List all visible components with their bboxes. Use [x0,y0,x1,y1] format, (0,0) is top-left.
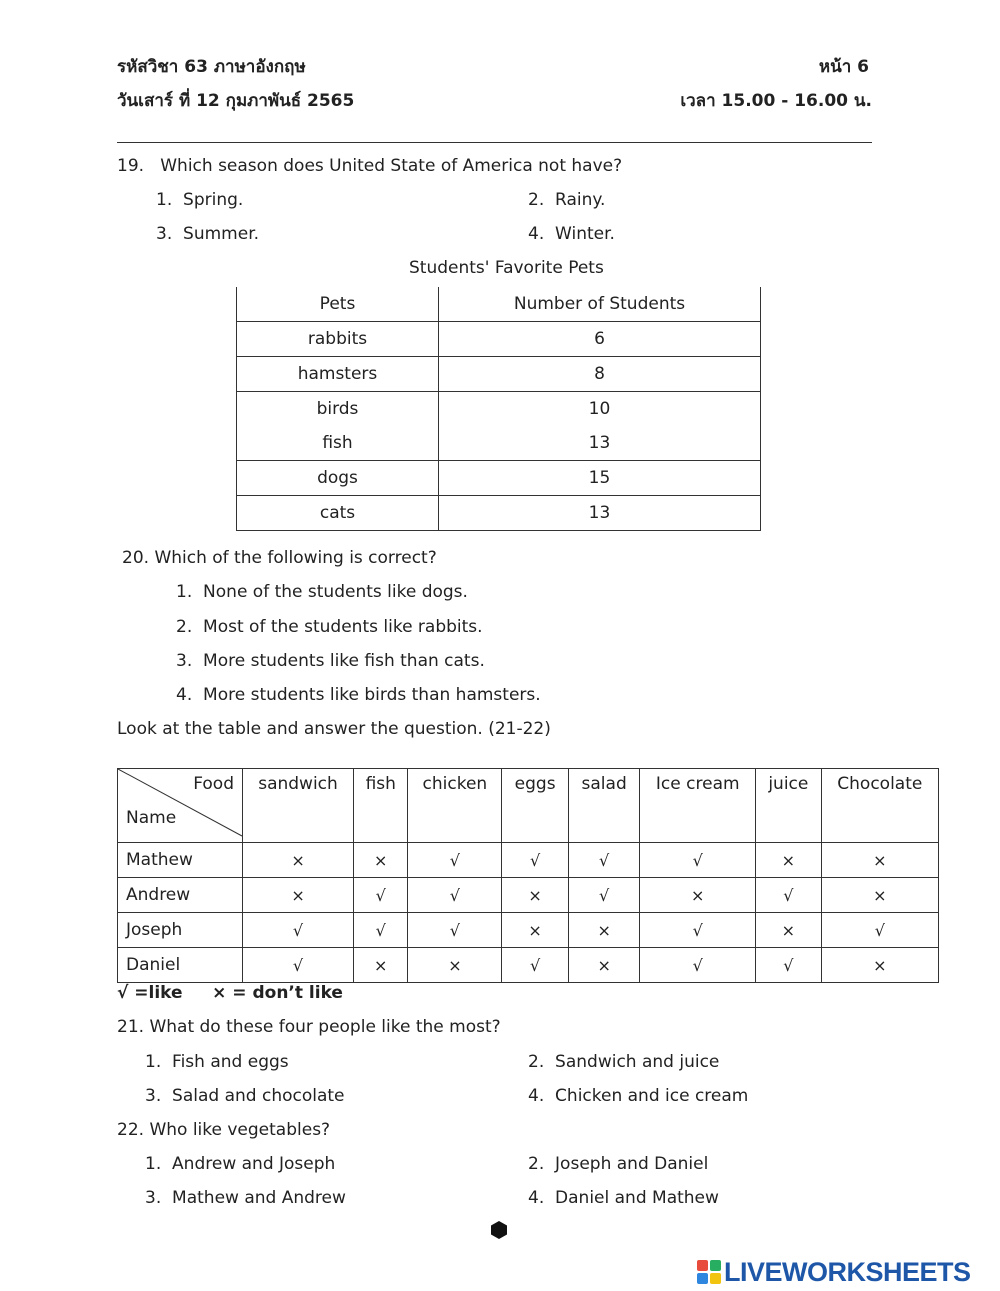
q20-option-3[interactable] [176,651,485,671]
hexagon-icon [489,1220,509,1240]
option-text: Summer. [183,224,260,244]
food-header: salad [568,769,640,843]
option-text: Spring. [183,190,244,210]
option-number: 2. [528,1052,545,1072]
logo-block [710,1260,721,1271]
exam-time: เวลา 15.00 - 16.00 น. [680,91,872,111]
pet-count: 15 [439,461,761,496]
logo-block [697,1273,708,1284]
table-row [237,426,761,461]
mark-cell: × [821,843,938,878]
pet-count: 10 [439,392,761,427]
header-number: Number of Students [439,287,761,322]
logo-blocks-icon [697,1260,721,1284]
pet-count: 6 [439,322,761,357]
option-text: More students like birds than hamsters. [203,685,541,705]
mark-cell: × [568,948,640,983]
table-row [237,461,761,496]
q21-option-3[interactable] [145,1086,345,1106]
mark-cell: × [568,913,640,948]
option-number: 1. [145,1052,162,1072]
q21-option-2[interactable] [528,1052,719,1072]
person-name: Andrew [118,878,243,913]
table-header-row [237,287,761,322]
pet-count: 13 [439,426,761,461]
q19-option-4[interactable] [528,224,615,244]
mark-cell: √ [502,948,569,983]
q20-option-2[interactable] [176,617,483,637]
mark-cell: √ [354,913,408,948]
mark-cell: × [821,878,938,913]
mark-cell: √ [502,843,569,878]
mark-cell: √ [354,878,408,913]
mark-cell: √ [408,843,502,878]
mark-cell: √ [640,913,756,948]
option-number: 1. [145,1154,162,1174]
table-row [237,496,761,531]
mark-cell: √ [408,878,502,913]
food-header: juice [756,769,822,843]
q19-option-2[interactable] [528,190,605,210]
food-header: chicken [408,769,502,843]
logo-text: LIVEWORKSHEETS [724,1256,971,1287]
option-number: 3. [176,651,193,671]
table-row [118,843,939,878]
q22-option-2[interactable] [528,1154,708,1174]
table-row [237,392,761,427]
mark-cell: √ [756,878,822,913]
mark-cell: √ [640,948,756,983]
option-number: 1. [176,582,193,602]
mark-cell: × [354,843,408,878]
option-number: 4. [176,685,193,705]
table-row [237,322,761,357]
q20-question: 20. Which of the following is correct? [122,548,437,568]
q21-option-4[interactable] [528,1086,748,1106]
pets-table-title: Students' Favorite Pets [409,258,604,278]
legend-dislike: × = don’t like [212,983,343,1003]
q19-option-1[interactable] [156,190,243,210]
table-instruction: Look at the table and answer the question. (21-22) [117,719,551,739]
mark-cell: × [502,878,569,913]
food-header: fish [354,769,408,843]
q22-option-1[interactable] [145,1154,335,1174]
q20-option-4[interactable] [176,685,541,705]
option-number: 3. [145,1086,162,1106]
pet-name: cats [237,496,439,531]
option-text: Andrew and Joseph [172,1154,336,1174]
corner-food-label: Food [193,774,234,794]
food-header: sandwich [243,769,354,843]
mark-cell: √ [640,843,756,878]
header-divider [117,142,872,143]
exam-date: วันเสาร์ ที่ 12 กุมภาพันธ์ 2565 [117,91,355,111]
option-number: 2. [176,617,193,637]
q21-option-1[interactable] [145,1052,289,1072]
option-text: Joseph and Daniel [555,1154,709,1174]
table-row [118,948,939,983]
mark-cell: × [640,878,756,913]
food-header: eggs [502,769,569,843]
option-number: 4. [528,1086,545,1106]
legend [117,983,343,1003]
pet-count: 8 [439,357,761,392]
option-text: Mathew and Andrew [172,1188,346,1208]
food-header: Chocolate [821,769,938,843]
table-header-row [118,769,939,843]
header-pets: Pets [237,287,439,322]
food-header: Ice cream [640,769,756,843]
pet-name: dogs [237,461,439,496]
table-row [118,913,939,948]
option-number: 4. [528,224,545,244]
person-name: Daniel [118,948,243,983]
logo-block [710,1273,721,1284]
pets-table [236,287,761,531]
liveworksheets-logo[interactable] [697,1258,971,1286]
mark-cell: × [243,843,354,878]
pet-name: rabbits [237,322,439,357]
q22-option-4[interactable] [528,1188,719,1208]
pet-name: hamsters [237,357,439,392]
corner-cell [118,769,243,843]
mark-cell: × [756,843,822,878]
mark-cell: √ [243,948,354,983]
mark-cell: √ [243,913,354,948]
option-number: 4. [528,1188,545,1208]
option-text: Chicken and ice cream [555,1086,749,1106]
page-number: หน้า 6 [818,57,869,77]
table-row [118,878,939,913]
food-preference-table [117,768,939,983]
option-number: 3. [156,224,173,244]
mark-cell: × [756,913,822,948]
q19-question: 19. Which season does United State of America not have? [117,156,623,176]
option-text: Winter. [555,224,615,244]
pet-name: fish [237,426,439,461]
pet-name: birds [237,392,439,427]
option-text: None of the students like dogs. [203,582,468,602]
mark-cell: × [821,948,938,983]
subject-code: รหัสวิชา 63 ภาษาอังกฤษ [117,57,306,77]
q22-question: 22. Who like vegetables? [117,1120,331,1140]
person-name: Mathew [118,843,243,878]
mark-cell: √ [568,878,640,913]
corner-name-label: Name [126,808,177,828]
mark-cell: √ [821,913,938,948]
option-number: 1. [156,190,173,210]
person-name: Joseph [118,913,243,948]
option-text: Most of the students like rabbits. [203,617,483,637]
option-number: 3. [145,1188,162,1208]
mark-cell: × [502,913,569,948]
mark-cell: √ [568,843,640,878]
table-row [237,357,761,392]
q21-question: 21. What do these four people like the most? [117,1017,501,1037]
mark-cell: × [354,948,408,983]
option-text: More students like fish than cats. [203,651,485,671]
q22-option-3[interactable] [145,1188,346,1208]
mark-cell: √ [756,948,822,983]
q19-option-3[interactable] [156,224,259,244]
logo-block [697,1260,708,1271]
mark-cell: √ [408,913,502,948]
pet-count: 13 [439,496,761,531]
mark-cell: × [408,948,502,983]
option-text: Sandwich and juice [555,1052,720,1072]
option-text: Fish and eggs [172,1052,289,1072]
q20-option-1[interactable] [176,582,468,602]
legend-like: √ =like [117,983,183,1003]
option-text: Salad and chocolate [172,1086,345,1106]
mark-cell: × [243,878,354,913]
option-number: 2. [528,1154,545,1174]
option-number: 2. [528,190,545,210]
option-text: Daniel and Mathew [555,1188,719,1208]
option-text: Rainy. [555,190,606,210]
